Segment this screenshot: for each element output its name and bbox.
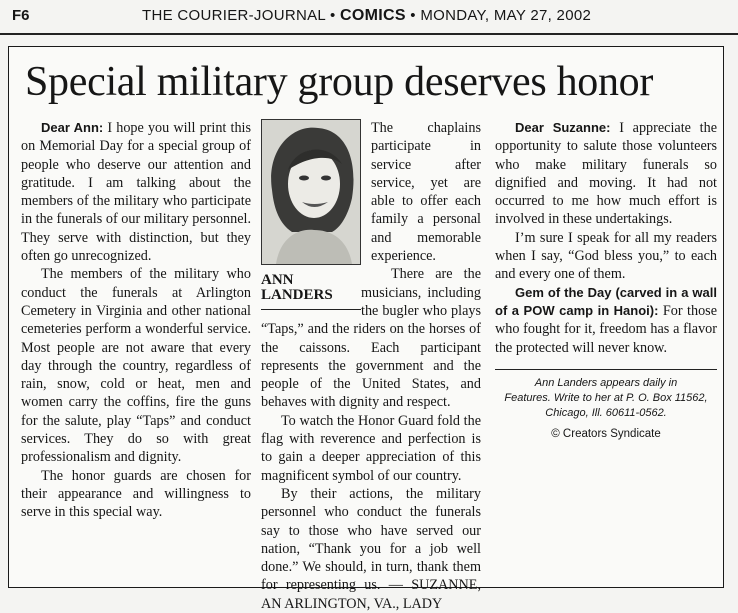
letter-paragraph-1 xyxy=(21,119,251,265)
author-credits xyxy=(495,369,717,421)
credits-line-1: Ann Landers appears daily in xyxy=(534,376,678,389)
letter-paragraph-7: By their actions, the military personnel who conduct the funerals say to those who have served our nation, “Thank you for a job well done.” We should, in turn, thank them for representing us. — SUZANNE, AN ARLINGTON, VA., LADY xyxy=(261,485,481,612)
column-3 xyxy=(495,119,717,443)
letter-paragraph-6: To watch the Honor Guard fold the flag with reverence and perfection is to gain a deeper appreciation of this magnificent symbol of our country. xyxy=(261,412,481,484)
issue-date: MONDAY, MAY 27, 2002 xyxy=(420,7,592,24)
gem-title: Gem of the Day (carved in a wall of a POW camp in Hanoi): xyxy=(495,284,717,318)
masthead-separator-2: • xyxy=(410,7,416,24)
column-1 xyxy=(21,119,251,522)
letter-paragraph-3: The honor guards are chosen for their appearance and willingness to serve in this special way. xyxy=(21,467,251,521)
letter-paragraph-4: The chaplains participate in service after service, yet are able to offer each family a personal and memorable experience. xyxy=(371,120,481,265)
columnist-photo xyxy=(261,119,361,265)
portrait-image xyxy=(262,120,360,264)
reply-paragraph-1 xyxy=(495,119,717,229)
gem-of-the-day xyxy=(495,284,717,357)
article-frame xyxy=(8,46,724,612)
letter-paragraph-2: The members of the military who conduct the funerals at Arlington Cemetery in Virginia and other national cemeteries perform a wonderful service. Most people are not aware that every day through the country, regardless of rain, snow, cold or heat, men and women carry the coffins, fire the guns for the salute, play “Taps” and conduct services. They do so with great professionalism and dignity. xyxy=(21,266,251,466)
byline-first: ANN xyxy=(261,272,294,288)
credits-line-2: Features. Write to her at P. O. Box 11562, xyxy=(504,391,708,404)
article-headline: Special military group deserves honor xyxy=(25,59,654,105)
masthead-separator: • xyxy=(329,7,336,24)
newspaper-name: THE COURIER-JOURNAL xyxy=(142,7,326,24)
page-header xyxy=(0,0,738,38)
section-name: COMICS xyxy=(340,7,406,24)
masthead xyxy=(142,7,591,25)
page-number: F6 xyxy=(12,7,30,24)
column-2 xyxy=(261,119,481,613)
reply-salutation: Dear Suzanne: xyxy=(515,120,611,135)
reply-paragraph-2: I’m sure I speak for all my readers when I say, “God bless you,” to each and every one of them. xyxy=(495,229,717,283)
reply-p1-text: I appreciate the opportunity to salute those volunteers who make military funerals so dignified and moving. It had not occurred to me how much effort is involved in these undertakings. xyxy=(495,120,718,228)
byline-last: LANDERS xyxy=(261,287,333,303)
gem-text: For those who fought for it, freedom has a flavor the protected will never know. xyxy=(495,302,717,356)
letter-paragraph-5: There are the musicians, including the bugler who plays “Taps,” and the riders on the horses of the caissons. Each participant represents the government and the people of the United States, and behaves with dignity and respect. xyxy=(261,266,481,411)
columnist-byline xyxy=(261,269,361,310)
letter-p1-text: I hope you will print this on Memorial Day for a special group of people who deserve our attention and gratitude. I am talking about the members of the military who participate in the funerals of our military personnel. They serve with distinction, but they often go unrecognized. xyxy=(21,120,252,265)
header-rule xyxy=(0,33,738,35)
syndicate-credit: © Creators Syndicate xyxy=(551,427,661,440)
letter-salutation: Dear Ann: xyxy=(41,120,104,135)
credits-line-3: Chicago, Ill. 60611-0562. xyxy=(545,406,667,419)
